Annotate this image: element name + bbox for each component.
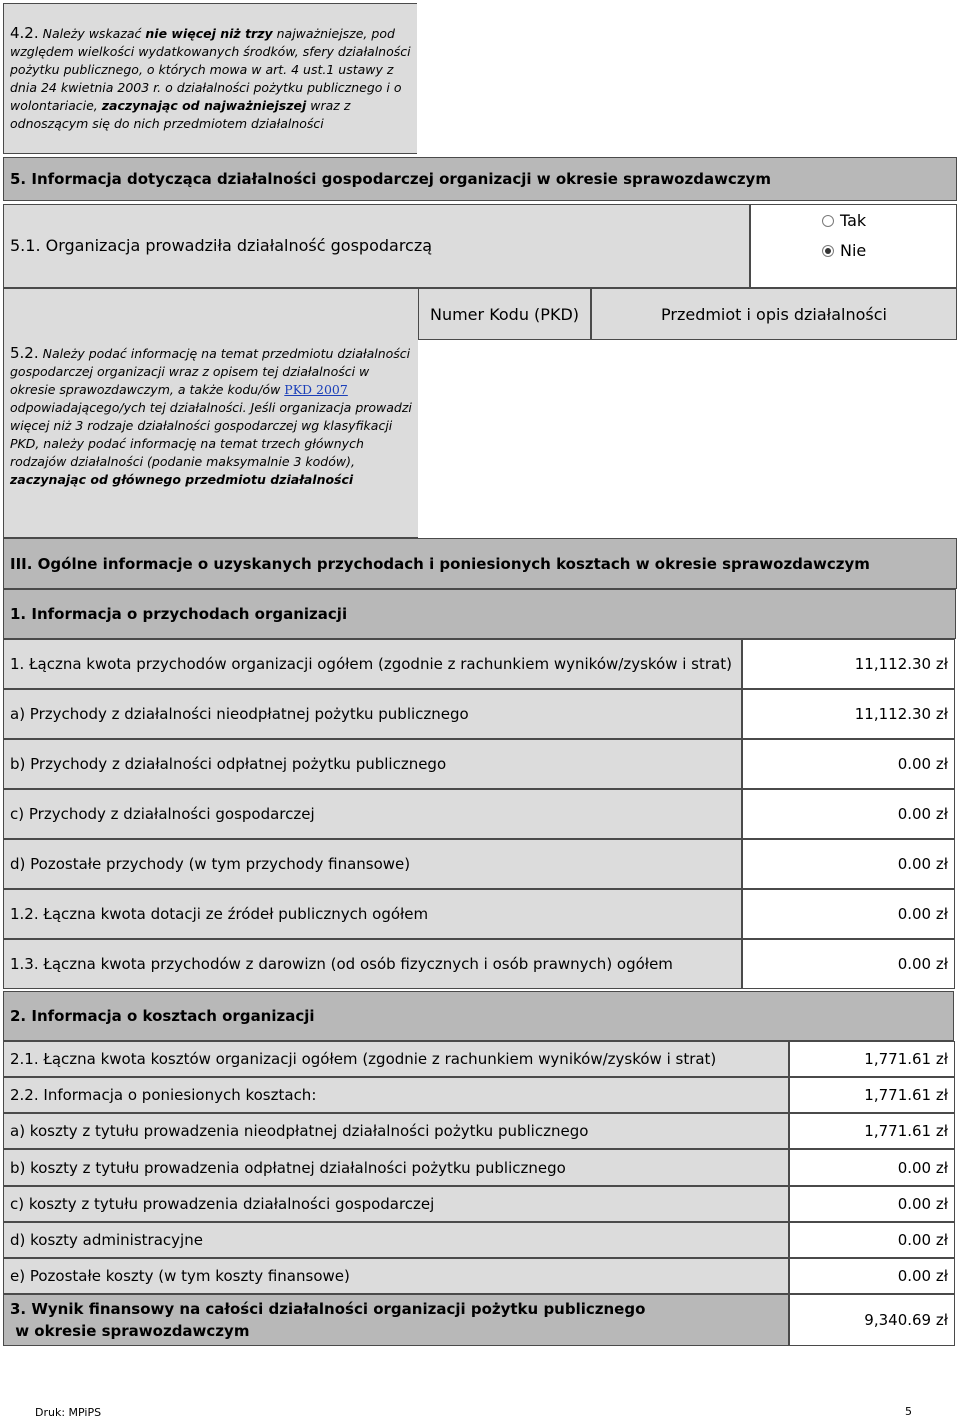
income-row-value-text: 0.00 zł <box>897 905 948 923</box>
income-row-value <box>742 939 955 989</box>
income-row-value-text: 0.00 zł <box>897 755 948 773</box>
cost-row-label-text: c) koszty z tytułu prowadzenia działalności gospodarczej <box>10 1194 435 1213</box>
cost-row-label <box>3 1186 789 1222</box>
income-row-value-text: 0.00 zł <box>897 955 948 973</box>
cost-header-label: 2. Informacja o kosztach organizacji <box>10 1007 315 1025</box>
radio-tak[interactable] <box>822 211 866 230</box>
income-row-value-text: 11,112.30 zł <box>854 705 948 723</box>
section-5-2-text-c: zaczynając od głównego przedmiotu działalności <box>10 472 354 487</box>
income-row-label <box>3 739 742 789</box>
financial-result-label <box>3 1294 789 1346</box>
radio-tak-circle[interactable] <box>822 215 834 227</box>
section-4-2-instructions <box>3 3 417 154</box>
income-row-label-text: b) Przychody z działalności odpłatnej pożytku publicznego <box>10 755 447 773</box>
activity-description-header <box>591 288 957 340</box>
cost-row-label-text: 2.1. Łączna kwota kosztów organizacji ogółem (zgodnie z rachunkiem wyników/zysków i strat) <box>10 1050 717 1069</box>
cost-row-label-text: 2.2. Informacja o poniesionych kosztach: <box>10 1086 317 1105</box>
section-4-2-text-e: wraz z odnoszącym się do nich przedmiotem działalności <box>10 98 351 131</box>
activity-description-header-label: Przedmiot i opis działalności <box>661 304 887 324</box>
question-5-1-label: 5.1. Organizacja prowadziła działalność gospodarczą <box>10 236 433 255</box>
cost-row-value-text: 1,771.61 zł <box>864 1122 948 1141</box>
cost-row-label-text: e) Pozostałe koszty (w tym koszty finansowe) <box>10 1266 350 1285</box>
income-row-label-text: d) Pozostałe przychody (w tym przychody finansowe) <box>10 855 411 873</box>
income-row-label <box>3 689 742 739</box>
cost-row-value <box>789 1077 955 1113</box>
income-row-value-text: 0.00 zł <box>897 805 948 823</box>
cost-row-label <box>3 1113 789 1149</box>
section-4-2-text-a: Należy wskazać <box>38 26 146 41</box>
income-row-value <box>742 639 955 689</box>
cost-row-value-text: 1,771.61 zł <box>864 1050 948 1069</box>
cost-row-value-text: 0.00 zł <box>897 1230 948 1249</box>
income-row-value <box>742 789 955 839</box>
income-header <box>3 589 956 639</box>
section-4-2-text-c: najważniejsze, pod względem wielkości wydatkowanych środków, sfery działalności pożytku publicznego, o których mowa w art. 4 ust.1 ustawy z dnia 24 kwietnia 2003 r. o działalności pożytku publicznego i o wolontariacie, <box>10 26 411 113</box>
income-row-value <box>742 839 955 889</box>
cost-row-value <box>789 1258 955 1294</box>
income-row-label-text: 1.3. Łączna kwota przychodów z darowizn (od osób fizycznych i osób prawnych) ogółem <box>10 955 673 973</box>
section-iii-title: III. Ogólne informacje o uzyskanych przychodach i poniesionych kosztach w okresie sprawozdawczym <box>10 554 870 573</box>
income-row-value <box>742 739 955 789</box>
section-5-2-text-b: odpowiadającego/ych tej działalności. Jeśli organizacja prowadzi więcej niż 3 rodzaje działalności gospodarczej wg klasyfikacji PKD, należy podać informację na temat trzech głównych rodzajów działalności (podanie maksymalnie 3 kodów), <box>10 400 412 469</box>
income-row-label-text: a) Przychody z działalności nieodpłatnej pożytku publicznego <box>10 705 469 723</box>
income-row-value <box>742 889 955 939</box>
cost-row-value <box>789 1113 955 1149</box>
income-row-label <box>3 939 742 989</box>
cost-row-value <box>789 1149 955 1185</box>
income-header-label: 1. Informacja o przychodach organizacji <box>10 605 348 623</box>
section-4-2-text-d: zaczynając od najważniejszej <box>101 98 307 113</box>
cost-row-label <box>3 1077 789 1113</box>
income-row-label <box>3 839 742 889</box>
cost-row-value-text: 0.00 zł <box>897 1266 948 1285</box>
cost-row-label <box>3 1258 789 1294</box>
cost-row-value <box>789 1041 955 1077</box>
pkd-code-header-label: Numer Kodu (PKD) <box>429 304 579 324</box>
section-4-2-number: 4.2. <box>10 24 39 42</box>
income-row-label-text: c) Przychody z działalności gospodarczej <box>10 805 315 823</box>
section-5-header <box>3 157 957 201</box>
cost-row-value-text: 1,771.61 zł <box>864 1086 948 1105</box>
cost-row-value <box>789 1222 955 1258</box>
cost-row-label-text: a) koszty z tytułu prowadzenia nieodpłatnej działalności pożytku publicznego <box>10 1122 589 1141</box>
cost-row-label <box>3 1041 789 1077</box>
section-5-2-instructions <box>3 288 418 538</box>
section-5-title: 5. Informacja dotycząca działalności gospodarczej organizacji w okresie sprawozdawczym <box>10 170 771 188</box>
cost-row-label <box>3 1222 789 1258</box>
section-4-2-text-b: nie więcej niż trzy <box>145 26 273 41</box>
question-5-1 <box>3 204 750 288</box>
income-row-label-text: 1. Łączna kwota przychodów organizacji ogółem (zgodnie z rachunkiem wyników/zysków i strat) <box>10 655 732 673</box>
cost-row-value-text: 0.00 zł <box>897 1194 948 1213</box>
financial-result-value <box>789 1294 955 1346</box>
income-row-value-text: 11,112.30 zł <box>854 655 948 673</box>
cost-row-label-text: b) koszty z tytułu prowadzenia odpłatnej działalności pożytku publicznego <box>10 1158 566 1177</box>
cost-header <box>3 991 954 1041</box>
income-row-value <box>742 689 955 739</box>
section-5-2-number: 5.2. <box>10 344 39 362</box>
income-row-label-text: 1.2. Łączna kwota dotacji ze źródeł publicznych ogółem <box>10 905 429 923</box>
income-row-label <box>3 639 742 689</box>
radio-nie[interactable] <box>822 241 866 260</box>
cost-row-value-text: 0.00 zł <box>897 1158 948 1177</box>
radio-nie-circle[interactable] <box>822 245 834 257</box>
radio-nie-label: Nie <box>840 241 867 260</box>
income-row-value-text: 0.00 zł <box>897 855 948 873</box>
pkd-2007-link[interactable]: PKD 2007 <box>284 382 348 397</box>
financial-result-line2: w okresie sprawozdawczym <box>10 1322 250 1340</box>
financial-result-line1: 3. Wynik finansowy na całości działalności organizacji pożytku publicznego <box>10 1300 646 1318</box>
section-5-2-text-a: Należy podać informację na temat przedmiotu działalności gospodarczej organizacji wraz z opisem tej działalności w okresie sprawozdawczym, a także kodu/ów <box>10 346 411 397</box>
cost-row-value <box>789 1186 955 1222</box>
income-row-label <box>3 889 742 939</box>
income-row-label <box>3 789 742 839</box>
cost-row-label <box>3 1149 789 1185</box>
footer-druk: Druk: MPiPS <box>35 1406 102 1419</box>
section-iii-header <box>3 538 957 589</box>
footer-page-number: 5 <box>905 1405 912 1418</box>
radio-tak-label: Tak <box>840 211 867 230</box>
pkd-code-header <box>418 288 591 340</box>
cost-row-label-text: d) koszty administracyjne <box>10 1230 203 1249</box>
financial-result-value-text: 9,340.69 zł <box>864 1311 948 1329</box>
